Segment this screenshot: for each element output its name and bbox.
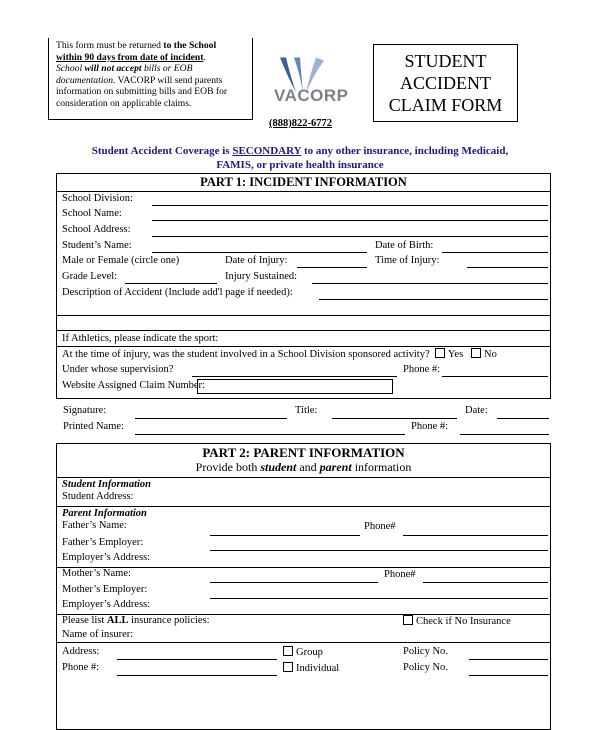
supervision-phone-label: Phone #: [403,364,441,375]
insurer-phone-field[interactable] [117,675,277,676]
policies-label: Please list ALL insurance policies: [62,615,210,626]
fathers-employer-label: Father’s Employer: [62,537,144,548]
insurer-address-field[interactable] [117,659,277,660]
description-line-3[interactable] [57,330,550,331]
claim-number-field[interactable] [197,379,393,394]
description-line-2[interactable] [57,315,550,316]
no-insurance-checkbox[interactable] [403,615,413,625]
part1-header: PART 1: INCIDENT INFORMATION [200,175,407,189]
gender-label: Male or Female (circle one) [62,255,180,266]
mothers-name-label: Mother’s Name: [62,568,131,579]
mothers-employer-label: Mother’s Employer: [62,584,148,595]
grade-label: Grade Level: [62,271,118,282]
student-address-field[interactable] [57,506,550,507]
time-injury-field[interactable] [467,267,548,268]
company-phone: (888)822-6772 [269,118,332,129]
sig-date-label: Date: [465,405,488,416]
part1-section [56,173,551,399]
school-address-label: School Address: [62,224,131,235]
grade-field[interactable] [125,283,217,284]
printed-name-label: Printed Name: [63,421,124,432]
fathers-employer-field[interactable] [210,550,548,551]
mothers-employer-field[interactable] [210,598,548,599]
mothers-name-field[interactable] [210,582,378,583]
injury-sustained-field[interactable] [312,283,548,284]
printed-name-field[interactable] [135,434,405,435]
mothers-employer-address-label: Employer’s Address: [62,599,151,610]
sig-date-field[interactable] [497,418,549,419]
coverage-note: Student Accident Coverage is SECONDARY to any other insurance, including Medicaid, FAMIS, or private health insurance [91,145,509,171]
signature-field[interactable] [135,418,287,419]
part2-section [56,443,551,730]
claim-number-label: Website Assigned Claim Number: [62,380,205,391]
return-notice: This form must be returned to the School within 90 days from date of incident. School will not accept bills or EOB documentation. VACORP will send parents information on submitting bills and EOB for consideration on applicable claims. [48,38,253,120]
student-address-label: Student Address: [62,491,134,502]
school-name-field[interactable] [152,220,548,221]
policy-no-field[interactable] [469,659,548,660]
date-injury-label: Date of Injury: [225,255,288,266]
policy-no-label-2: Policy No. [403,662,448,673]
group-checkbox[interactable] [283,646,293,656]
fathers-name-field[interactable] [210,535,360,536]
school-address-field[interactable] [152,236,548,237]
form-title: STUDENT ACCIDENT CLAIM FORM [373,44,518,122]
fathers-name-label: Father’s Name: [62,520,127,531]
fathers-phone-field[interactable] [403,535,548,536]
insurer-address-label: Address: [62,646,100,657]
description-field[interactable] [319,299,548,300]
mothers-phone-label: Phone# [384,569,416,580]
individual-checkbox[interactable] [283,662,293,672]
logo-text: VACORP [274,86,349,105]
individual-option[interactable]: Individual [283,662,339,674]
date-injury-field[interactable] [297,267,367,268]
insurer-label: Name of insurer: [62,629,134,640]
activity-question: At the time of injury, was the student involved in a School Division sponsored activity? Yes No [62,349,497,360]
fathers-employer-address-label: Employer’s Address: [62,552,151,563]
no-checkbox[interactable] [471,348,481,358]
athletics-label: If Athletics, please indicate the sport: [62,333,219,344]
parent-info-heading: Parent Information [62,508,147,519]
policy-no-field-2[interactable] [469,675,548,676]
insurer-phone-label: Phone #: [62,662,100,673]
sig-phone-field[interactable] [460,434,549,435]
dob-field[interactable] [442,252,548,253]
insurer-field[interactable] [57,642,550,643]
sig-phone-label: Phone #: [411,421,449,432]
school-name-label: School Name: [62,208,122,219]
athletics-field[interactable] [57,346,550,347]
title-label: Title: [295,405,318,416]
supervision-label: Under whose supervision? [62,364,174,375]
title-field[interactable] [332,418,457,419]
mothers-phone-field[interactable] [423,582,548,583]
yes-checkbox[interactable] [435,348,445,358]
supervision-phone-field[interactable] [442,376,548,377]
dob-label: Date of Birth: [375,240,434,251]
supervision-field[interactable] [192,376,397,377]
part2-subheader: Provide both student and parent information [195,460,412,474]
part2-header: PART 2: PARENT INFORMATION [202,445,405,460]
student-info-heading: Student Information [62,479,151,490]
injury-sustained-label: Injury Sustained: [225,271,298,282]
group-option[interactable]: Group [283,646,323,658]
no-insurance-option[interactable]: Check if No Insurance [403,615,511,627]
policy-no-label: Policy No. [403,646,448,657]
school-division-field[interactable] [152,205,548,206]
school-division-label: School Division: [62,193,133,204]
description-label: Description of Accident (Include add'l page if needed): [62,287,293,298]
signature-label: Signature: [63,405,107,416]
students-name-label: Student’s Name: [62,240,132,251]
time-injury-label: Time of Injury: [375,255,440,266]
fathers-phone-label: Phone# [364,521,396,532]
students-name-field[interactable] [152,252,367,253]
